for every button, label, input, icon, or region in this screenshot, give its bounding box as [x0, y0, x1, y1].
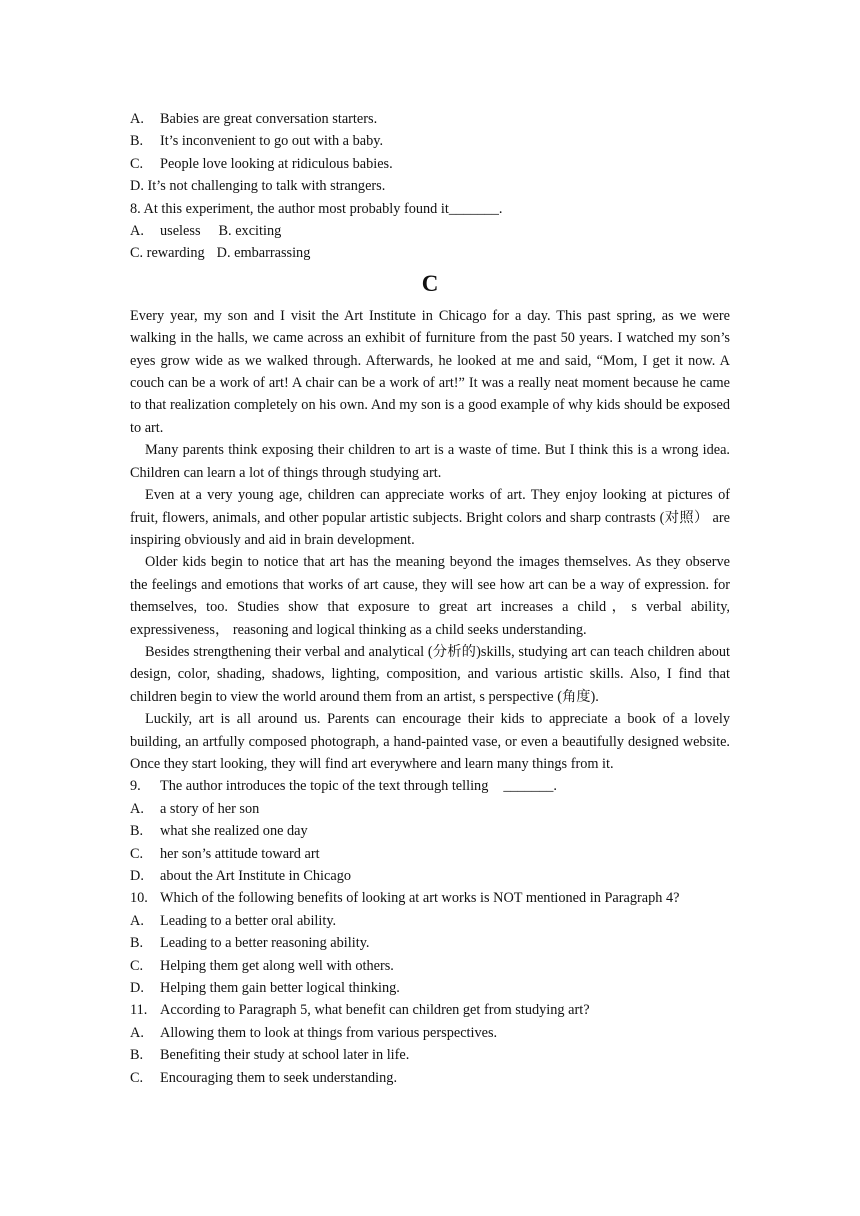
option-letter: D. [130, 178, 144, 195]
q11-option-b [130, 1044, 730, 1066]
q10-option-b [130, 932, 730, 954]
option-letter: B. [130, 935, 144, 952]
option-c: C. rewarding [130, 245, 205, 262]
q8-stem: 8. At this experiment, the author most probably found it_______. [130, 200, 503, 217]
option-text: a story of her son [160, 800, 260, 817]
question-number: 10. [130, 890, 148, 907]
question-number: 11. [130, 1002, 148, 1019]
q7-option-c [130, 153, 730, 175]
option-text: useless [160, 223, 201, 240]
q9-option-a [130, 798, 730, 820]
option-text: Leading to a better reasoning ability. [160, 935, 370, 952]
q7-option-b [130, 130, 730, 152]
passage-paragraph-3: Even at a very young age, children can appreciate works of art. They enjoy looking at pictures of fruit, flowers, animals, and other popular artistic subjects. Bright colors and sharp contrasts (对照） are inspiring obviously and aid in brain development. [130, 487, 730, 548]
option-text: Leading to a better oral ability. [160, 912, 337, 929]
question-number: 9. [130, 778, 141, 795]
q10-option-d [130, 977, 730, 999]
passage-paragraph-6: Luckily, art is all around us. Parents can encourage their kids to appreciate a book of a lovely building, an artfully composed photograph, a hand-painted vase, or even a beautifully designed website. Once they start looking, they will find art everywhere and learn many things from it. [130, 711, 730, 772]
option-letter: D. [130, 868, 144, 884]
question-stem: Which of the following benefits of looking at art works is NOT mentioned in Paragraph 4? [160, 890, 680, 907]
option-text: about the Art Institute in Chicago [160, 868, 351, 884]
option-letter: A. [130, 800, 144, 817]
option-d: D. embarrassing [216, 245, 311, 262]
option-letter: B. [130, 823, 144, 840]
question-9 [130, 775, 730, 797]
option-text: Allowing them to look at things from various perspectives. [160, 1024, 498, 1041]
option-text: what she realized one day [160, 823, 308, 840]
section-heading: C [421, 270, 439, 296]
question-11 [130, 999, 730, 1021]
option-letter: B. [130, 1047, 144, 1064]
q8-options-row-1 [130, 220, 730, 242]
option-text: Babies are great conversation starters. [160, 111, 378, 127]
q8-options-row-2 [130, 242, 730, 264]
option-letter: A. [130, 912, 144, 929]
question-stem: According to Paragraph 5, what benefit can children get from studying art? [160, 1002, 590, 1019]
q11-option-a [130, 1022, 730, 1044]
passage-paragraph-2: Many parents think exposing their children to art is a waste of time. But I think this is a wrong idea. Children can learn a lot of things through studying art. [130, 442, 730, 481]
option-letter: B. [130, 133, 144, 150]
option-text: Encouraging them to seek understanding. [160, 1069, 398, 1086]
question-10 [130, 887, 730, 909]
q10-option-c [130, 955, 730, 977]
answer-blank: _______. [503, 778, 557, 795]
option-letter: C. [130, 1069, 144, 1086]
option-text: People love looking at ridiculous babies. [160, 155, 393, 172]
q7-option-a [130, 108, 730, 130]
exam-page [130, 108, 730, 1089]
passage-paragraph-1: Every year, my son and I visit the Art Institute in Chicago for a day. This past spring, as we were walking in the halls, we came across an exhibit of furniture from the past 50 years. I watched my son’s eyes grow wide as we walked through. Afterwards, he looked at me and said, “Mom, I get it now. A couch can be a work of art! A chair can be a work of art!” It was a really neat moment because he came to that realization completely on his own. And my son is a good example of why kids should be exposed to art. [130, 307, 730, 436]
option-letter: C. [130, 155, 144, 172]
option-letter: C. [130, 845, 144, 862]
option-text: It’s inconvenient to go out with a baby. [160, 133, 384, 150]
option-text: Helping them gain better logical thinking. [160, 980, 400, 997]
option-text: Helping them get along well with others. [160, 957, 394, 974]
q11-option-c [130, 1067, 730, 1089]
q10-option-a [130, 910, 730, 932]
option-letter: C. [130, 957, 144, 974]
option-text: Benefiting their study at school later in life. [160, 1047, 410, 1064]
passage-paragraph-5: Besides strengthening their verbal and analytical (分析的)skills, studying art can teach children about design, color, shading, shadows, lighting, composition, and various artistic skills. Also, I find that children begin to view the world around them from an artist, s perspective (角度). [130, 643, 730, 705]
option-letter: D. [130, 980, 144, 997]
option-text: It’s not challenging to talk with strangers. [147, 178, 386, 195]
passage-paragraph-4: Older kids begin to notice that art has the meaning beyond the images themselves. As they observe the feelings and emotions that works of art cause, they will see how art can be a way of expression. for themselves, too. Studies show that exposure to great art increases a child，s verbal ability, expressiveness， reasoning and logical thinking as a child seeks understanding. [130, 554, 730, 638]
option-letter: A. [130, 111, 144, 127]
option-letter: A. [130, 223, 144, 240]
q7-option-d [130, 175, 730, 197]
option-letter: A. [130, 1024, 144, 1041]
q9-option-d [130, 865, 730, 887]
option-b: B. exciting [218, 223, 282, 240]
q9-option-b [130, 820, 730, 842]
q9-option-c [130, 843, 730, 865]
question-stem: The author introduces the topic of the text through telling [160, 778, 489, 795]
option-text: her son’s attitude toward art [160, 845, 320, 862]
